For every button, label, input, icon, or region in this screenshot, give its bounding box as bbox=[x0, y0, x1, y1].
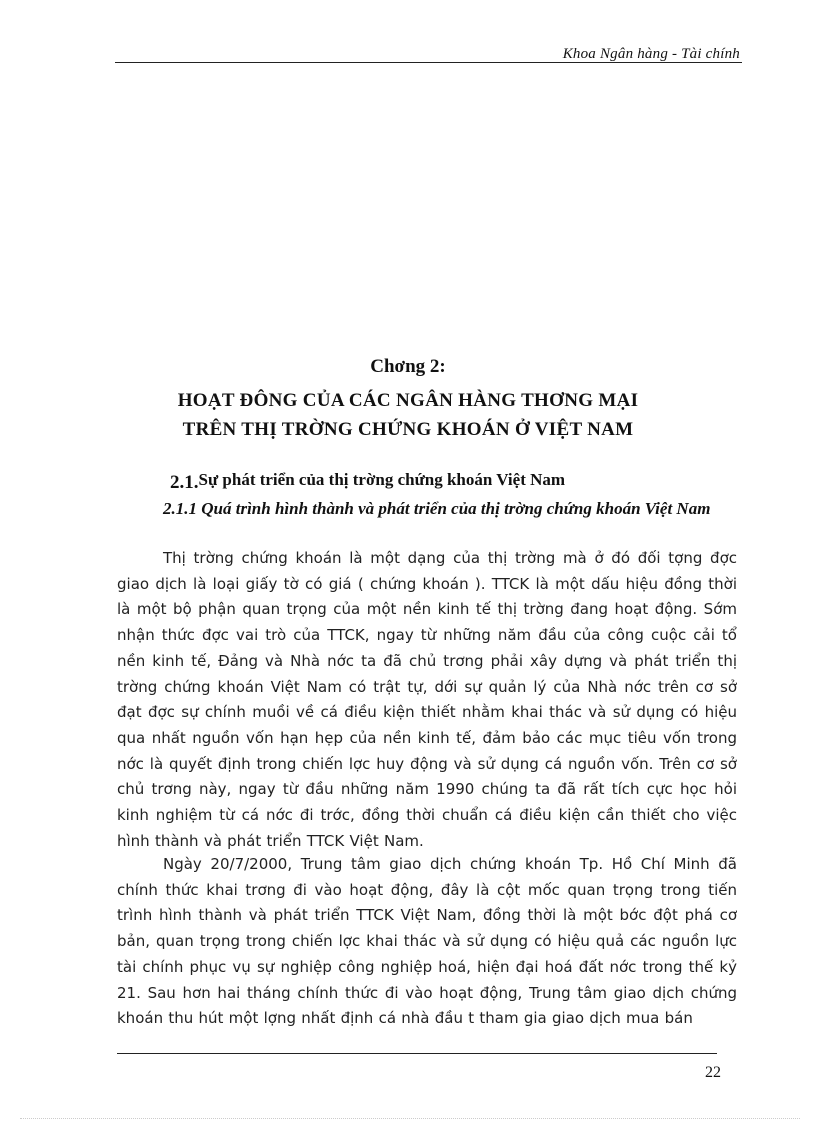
bottom-dotted-border bbox=[20, 1118, 800, 1119]
section-title: Sự phát triển của thị trờng chứng khoán Việt Nam bbox=[198, 470, 566, 489]
chapter-heading-line1: HOẠT ĐÔNG CỦA CÁC NGÂN HÀNG THƠNG MẠI bbox=[177, 390, 639, 411]
chapter-heading-line2: TRÊN THỊ TRỜNG CHỨNG KHOÁN Ở VIỆT NAM bbox=[182, 419, 634, 440]
header-department: Khoa Ngân hàng - Tài chính bbox=[562, 46, 740, 62]
chapter-title: Chơng 2: bbox=[370, 356, 446, 377]
header-rule bbox=[115, 62, 742, 63]
section-number: 2.1. bbox=[170, 472, 199, 493]
footer-rule bbox=[117, 1053, 717, 1054]
paragraph-2: Ngày 20/7/2000, Trung tâm giao dịch chứng khoán Tp. Hồ Chí Minh đã chính thức khai trơng đi vào hoạt động, đây là cột mốc quan trọng trong tiến trình hình thành và phát triển TTCK Việt Nam, đồng thời là một bớc đột phá cơ bản, quan trọng trong chiến lợc khai thác và sử dụng có hiệu quả các nguồn lực tài chính phục vụ sự nghiệp công nghiệp hoá, hiện đại hoá đất nớc trong thế kỷ 21. Sau hơn hai tháng chính thức đi vào hoạt động, Trung tâm giao dịch chứng khoán thu hút một lợng nhất định cá nhà đầu t tham gia giao dịch mua bán bbox=[117, 855, 737, 1028]
paragraph-1: Thị trờng chứng khoán là một dạng của thị trờng mà ở đó đối tợng đợc giao dịch là loại giấy tờ có giá ( chứng khoán ). TTCK là một dấu hiệu đồng thời là một bộ phận quan trọng của một nền kinh tế thị trờng đang hoạt động. Sớm nhận thức đợc vai trò của TTCK, ngay từ những năm đầu của công cuộc cải tổ nền kinh tế, Đảng và Nhà nớc ta đã chủ trơng phải xây dựng và phát triển thị trờng chứng khoán Việt Nam có trật tự, dới sự quản lý của Nhà nớc trên cơ sở đạt đợc sự chính muồi về cá điều kiện thiết nhằm khai thác và sử dụng có hiệu qua nhất nguồn vốn hạn hẹp của nền kinh tế, đảm bảo các mục tiêu vốn trong nớc là quyết định trong chiến lợc huy động và sử dụng cá nguồn vốn. Trên cơ sở chủ trơng này, ngay từ đầu những năm 1990 chúng ta đã rất tích cực học hỏi kinh nghiệm từ cá nớc đi trớc, đồng thời chuẩn cá điều kiện cần thiết cho việc hình thành và phát triển TTCK Việt Nam. bbox=[117, 549, 737, 850]
section-heading bbox=[170, 470, 565, 494]
subsection-heading: 2.1.1 Quá trình hình thành và phát triển của thị trờng chứng khoán Việt Nam bbox=[163, 499, 711, 518]
page-number: 22 bbox=[705, 1064, 721, 1081]
